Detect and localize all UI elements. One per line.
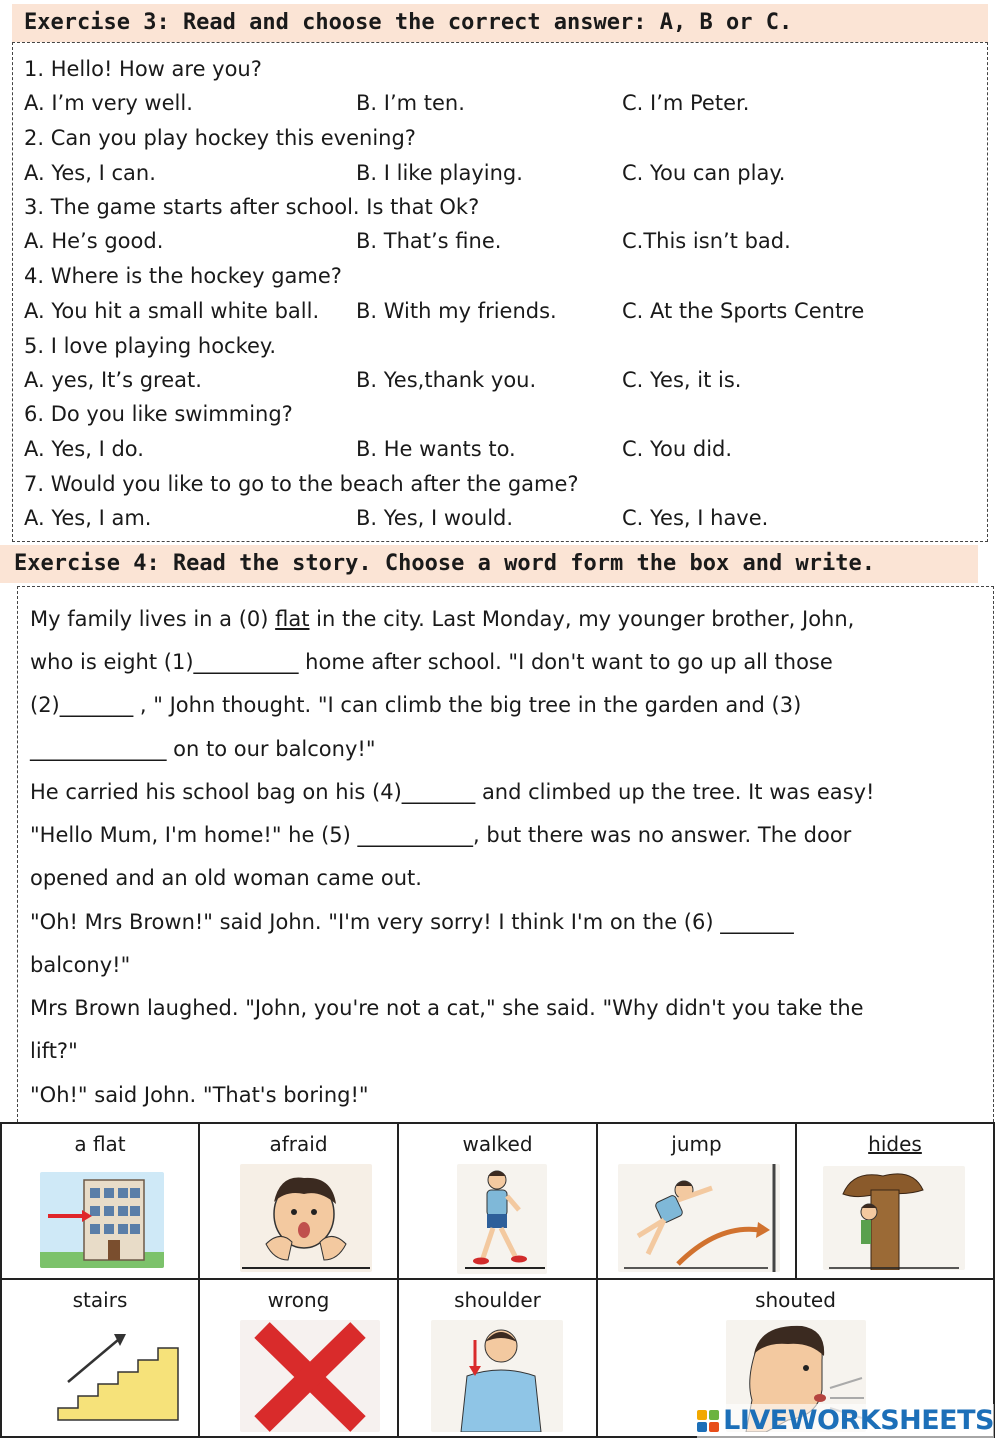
question-1: 1. Hello! How are you? [24,57,262,81]
answer-row-1 [24,86,984,120]
option-a[interactable]: A. Yes, I can. [24,161,156,185]
afraid-boy-image [240,1164,372,1272]
jumping-boy-image [618,1164,780,1272]
story-line-5[interactable]: He carried his school bag on his (4)_______ and climbed up the tree. It was easy! [30,780,875,804]
exercise-4-title: Exercise 4: Read the story. Choose a word form the box and write. [0,545,978,583]
option-c[interactable]: C. I’m Peter. [622,91,750,115]
question-7: 7. Would you like to go to the beach after the game? [24,472,579,496]
option-a[interactable]: A. Yes, I am. [24,506,152,530]
word-label: walked [462,1132,533,1156]
question-4: 4. Where is the hockey game? [24,264,342,288]
flat-building-image [40,1172,164,1268]
story-line-2[interactable]: who is eight (1)__________ home after school. "I don't want to go up all those [30,650,833,674]
option-a[interactable]: A. Yes, I do. [24,437,144,461]
question-2: 2. Can you play hockey this evening? [24,126,416,150]
option-b[interactable]: B. He wants to. [356,437,516,461]
walking-boy-image [457,1164,547,1274]
word-label: afraid [269,1132,328,1156]
option-c[interactable]: C. Yes, I have. [622,506,769,530]
word-cell-stairs [2,1280,200,1436]
option-c[interactable]: C. You did. [622,437,733,461]
word-label: a flat [74,1132,126,1156]
word-label: stairs [72,1288,128,1312]
story-line-10: Mrs Brown laughed. "John, you're not a cat," she said. "Why didn't you take the [30,996,864,1020]
option-b[interactable]: B. With my friends. [356,299,557,323]
hiding-boy-image [823,1166,965,1270]
story-line-3[interactable]: (2)_______ , " John thought. "I can climb the big tree in the garden and (3) [30,693,802,717]
word-cell-walked [399,1124,598,1280]
option-b[interactable]: B. That’s fine. [356,229,502,253]
story-line-12: "Oh!" said John. "That's boring!" [30,1083,369,1107]
stairs-image [48,1324,188,1430]
cross-icon [240,1320,380,1432]
story-line-1-pre: My family lives in a (0) [30,607,276,631]
word-cell-jump [598,1124,797,1280]
answer-row-4 [24,294,984,328]
question-5: 5. I love playing hockey. [24,334,277,358]
story-line-1-post: in the city. Last Monday, my younger brother, John, [309,607,855,631]
word-label: hides [868,1132,922,1156]
word-cell-wrong [200,1280,399,1436]
word-cell-hides [797,1124,993,1280]
option-c[interactable]: C. You can play. [622,161,786,185]
answer-row-6 [24,432,984,466]
option-a[interactable]: A. He’s good. [24,229,164,253]
word-label: shouted [755,1288,836,1312]
answer-row-3 [24,224,984,258]
word-cell-shoulder [399,1280,598,1436]
word-label: shoulder [454,1288,541,1312]
story-line-6[interactable]: "Hello Mum, I'm home!" he (5) ___________, but there was no answer. The door [30,823,852,847]
story-line-7: opened and an old woman came out. [30,866,422,890]
answer-row-2 [24,156,984,190]
word-label: wrong [267,1288,330,1312]
word-cell-a-flat [2,1124,200,1280]
option-a[interactable]: A. You hit a small white ball. [24,299,320,323]
option-c[interactable]: C. At the Sports Centre [622,299,865,323]
logo-blocks-icon [697,1410,719,1432]
logo-text: LIVEWORKSHEETS [723,1405,994,1436]
story-line-8[interactable]: "Oh! Mrs Brown!" said John. "I'm very sorry! I think I'm on the (6) _______ [30,910,794,934]
shoulder-boy-image [431,1320,563,1432]
option-a[interactable]: A. yes, It’s great. [24,368,202,392]
option-b[interactable]: B. I’m ten. [356,91,465,115]
option-b[interactable]: B. Yes,thank you. [356,368,537,392]
option-c[interactable]: C.This isn’t bad. [622,229,791,253]
option-a[interactable]: A. I’m very well. [24,91,193,115]
word-box [0,1122,995,1438]
story-line-1 [30,604,854,634]
question-6: 6. Do you like swimming? [24,402,293,426]
question-3: 3. The game starts after school. Is that Ok? [24,195,480,219]
story-line-11: lift?" [30,1039,78,1063]
word-label: jump [671,1132,722,1156]
story-line-9: balcony!" [30,953,131,977]
story-line-4[interactable]: _____________ on to our balcony!" [30,737,376,761]
example-answer: flat [275,607,310,631]
option-c[interactable]: C. Yes, it is. [622,368,742,392]
option-b[interactable]: B. Yes, I would. [356,506,514,530]
exercise-3-title: Exercise 3: Read and choose the correct answer: A, B or C. [12,4,988,42]
word-cell-afraid [200,1124,399,1280]
answer-row-7 [24,501,984,535]
option-b[interactable]: B. I like playing. [356,161,523,185]
answer-row-5 [24,363,984,397]
liveworksheets-logo [697,1404,994,1438]
